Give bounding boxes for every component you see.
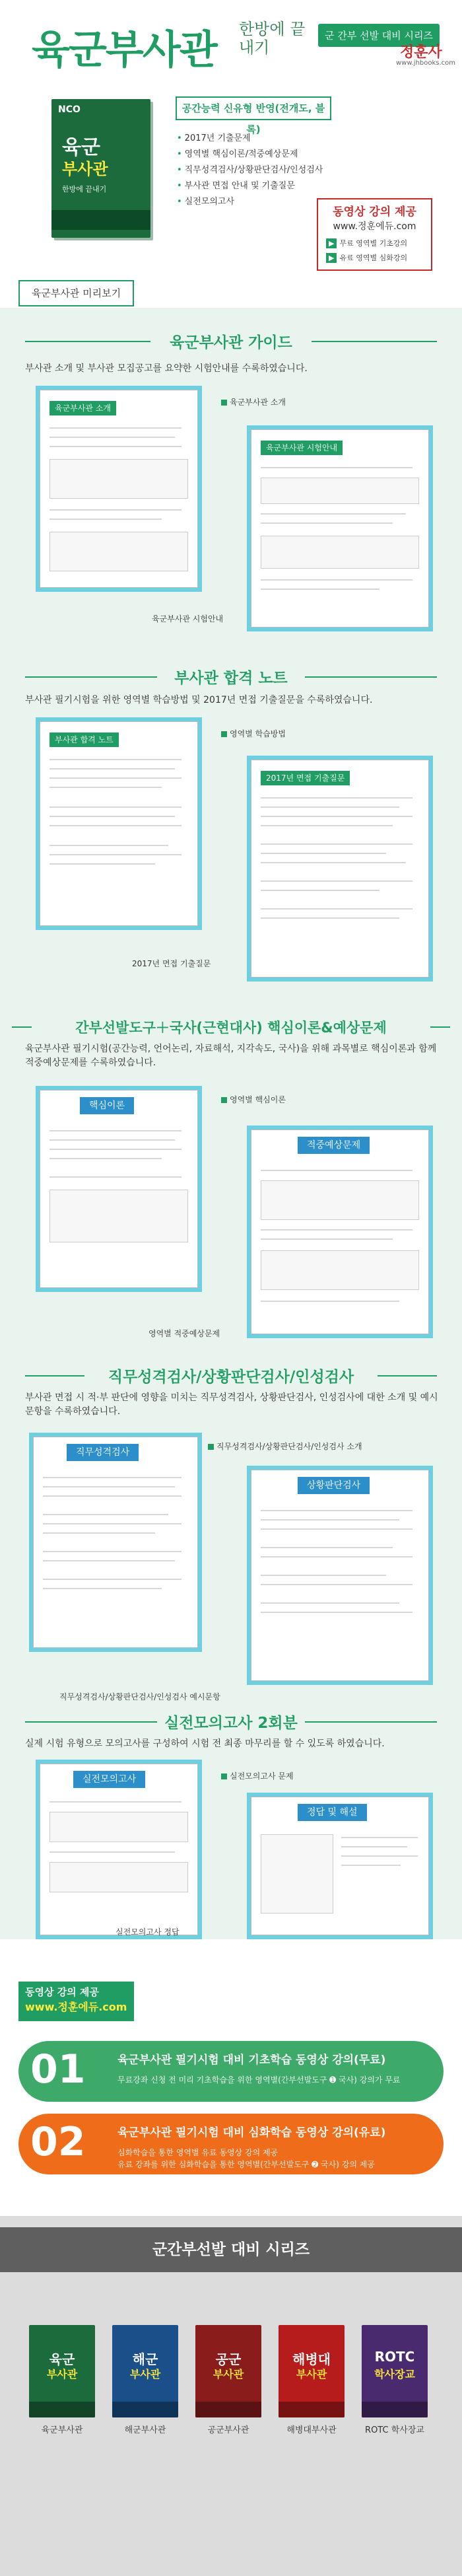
text-line <box>43 1495 182 1497</box>
series-book-band <box>195 2402 261 2417</box>
preview-page-left <box>33 1437 198 1648</box>
lecture-title: 육군부사관 필기시험 대비 심화학습 동영상 강의(유료) <box>117 2126 386 2139</box>
series-book-rotc[interactable] <box>362 2325 428 2417</box>
preview-page-left <box>40 721 198 926</box>
lecture-description: 심화학습을 통한 영역별 유료 동영상 강의 제공 유료 강좌를 위한 심화학습을 통한 영역별(간부선발도구 ➋ 국사) 강의 제공 <box>117 2148 375 2169</box>
text-line <box>261 853 386 854</box>
text-line <box>50 1130 182 1131</box>
text-line <box>50 446 182 447</box>
lecture-box-url[interactable]: www.정훈에듀.com <box>333 221 416 232</box>
text-line <box>261 816 412 817</box>
caption-top <box>221 1094 286 1105</box>
question-figure <box>50 1862 188 1892</box>
text-line <box>261 797 412 799</box>
lecture-tag-title: 동영상 강의 제공 <box>25 1986 99 1998</box>
text-line <box>50 1158 162 1159</box>
section-divider <box>25 676 157 678</box>
lecture-row-label: 무료 영역별 기초강의 <box>339 239 408 248</box>
content-table <box>50 1190 188 1242</box>
content-table <box>261 1180 419 1220</box>
text-line <box>50 1801 182 1803</box>
section-title: 실전모의고사 2회분 <box>164 1715 298 1732</box>
section-divider <box>305 1721 437 1723</box>
text-line <box>261 1547 393 1548</box>
series-book-kind: 부사관 <box>129 2368 161 2380</box>
text-line <box>261 513 406 515</box>
book-title-2: 부사관 <box>62 160 108 178</box>
section-title: 부사관 합격 노트 <box>174 670 288 687</box>
lecture-title: 육군부사관 필기시험 대비 기초학습 동영상 강의(무료) <box>117 2054 386 2067</box>
lecture-number: 02 <box>30 2119 86 2165</box>
text-line <box>50 1176 182 1178</box>
section-description: 부사관 소개 및 부사관 모집공고를 요약한 시험안내를 수록하였습니다. <box>25 363 308 374</box>
text-line <box>50 845 168 846</box>
caption-label: 실전모의고사 문제 <box>230 1771 294 1781</box>
preview-page-right <box>251 1797 429 1935</box>
caption-label: 영역별 적중예상문제 <box>148 1329 220 1338</box>
preview-page-header: 실전모의고사 <box>73 1771 145 1788</box>
text-line <box>341 1855 418 1857</box>
text-line <box>341 1865 401 1866</box>
lecture-row <box>326 252 407 263</box>
question-figure <box>50 1812 188 1842</box>
text-line <box>43 1560 175 1561</box>
play-icon: ▶ <box>326 253 337 263</box>
caption-marker <box>221 400 227 406</box>
text-line <box>50 806 182 808</box>
text-line <box>261 1229 412 1231</box>
caption-bottom <box>152 613 223 624</box>
text-line <box>50 816 175 817</box>
text-line <box>50 427 182 429</box>
feature-item: • 실전모의고사 <box>177 194 323 210</box>
text-line <box>43 1579 182 1580</box>
section-title: 직무성격검사/상황판단검사/인성검사 <box>108 1369 354 1386</box>
text-line <box>50 519 162 520</box>
text-line <box>50 777 182 779</box>
series-book-band <box>112 2402 178 2417</box>
lecture-item-paid[interactable] <box>18 2114 444 2174</box>
series-book-band <box>29 2402 95 2417</box>
text-line <box>50 759 182 760</box>
text-line <box>50 437 175 438</box>
caption-marker <box>221 731 227 737</box>
section-title: 육군부사관 가이드 <box>170 334 292 351</box>
preview-page-header: 적중예상문제 <box>298 1137 370 1154</box>
text-line <box>261 467 412 468</box>
section-divider <box>25 1721 157 1723</box>
caption-marker <box>208 1444 214 1450</box>
section-divider <box>378 1375 437 1377</box>
text-line <box>43 1477 182 1478</box>
content-box <box>50 459 188 499</box>
text-line <box>341 1837 418 1838</box>
publisher-logo: 정훈사 <box>400 44 442 61</box>
section-description: 부사관 필기시험을 위한 영역별 학습방법 및 2017년 면접 기출질문을 수록하였습니다. <box>25 695 373 705</box>
text-line <box>261 917 399 919</box>
caption-marker <box>221 1773 227 1779</box>
preview-page-header: 직무성격검사 <box>67 1444 139 1461</box>
text-line <box>261 1556 412 1557</box>
series-book-band <box>279 2402 345 2417</box>
section-description: 육군부사관 필기시험(공간능력, 언어논리, 자료해석, 지각속도, 국사)을 위해 과목별로 핵심이론과 함께 적중예상문제를 수록하였습니다. <box>25 1044 437 1068</box>
series-book-navy[interactable] <box>112 2325 178 2417</box>
text-line <box>43 1588 162 1589</box>
text-line <box>261 1528 412 1530</box>
section-divider <box>312 341 437 342</box>
text-line <box>50 1139 175 1141</box>
text-line <box>43 1551 182 1552</box>
preview-page-right <box>251 1129 429 1334</box>
text-line <box>261 1301 399 1302</box>
lecture-item-free[interactable] <box>18 2041 444 2102</box>
series-book-kind: 학사장교 <box>374 2368 415 2380</box>
series-book-band <box>362 2402 428 2417</box>
text-line <box>261 522 393 524</box>
text-line <box>261 1519 399 1521</box>
preview-page-header: 육군부사관 시험안내 <box>261 441 343 455</box>
text-line <box>50 787 162 788</box>
section-divider <box>305 676 437 678</box>
text-line <box>261 843 412 845</box>
text-line <box>261 1575 386 1576</box>
preview-page-left <box>40 1090 198 1288</box>
caption-bottom <box>116 1926 180 1937</box>
caption-label: 직무성격검사/상황판단검사/인성검사 소개 <box>216 1442 362 1451</box>
lecture-tag[interactable] <box>18 1982 134 2021</box>
text-line <box>50 863 155 865</box>
text-line <box>261 825 393 826</box>
preview-page-header: 상황판단검사 <box>298 1477 370 1494</box>
series-book-kind: 부사관 <box>46 2368 78 2380</box>
text-line <box>261 1238 393 1240</box>
preview-page-right <box>251 760 429 978</box>
series-label: 육군부사관 <box>41 2425 83 2435</box>
feature-list <box>177 131 323 210</box>
book-footer-band <box>51 210 150 230</box>
series-book-marine[interactable] <box>279 2325 345 2417</box>
preview-page-header: 정답 및 해설 <box>298 1804 367 1821</box>
caption-label: 영역별 학습방법 <box>230 729 286 738</box>
section-divider <box>25 1375 84 1377</box>
series-book-title: 육군 <box>49 2351 75 2367</box>
hero-title: 육군부사관 <box>32 27 216 73</box>
section-description: 부사관 면접 시 적·부 판단에 영향을 미치는 직무성격검사, 상황판단검사, 인성검사에 대한 소개 및 예시문항을 수록하였습니다. <box>25 1392 438 1417</box>
preview-page-header: 핵심이론 <box>80 1097 134 1114</box>
content-table <box>261 1250 419 1290</box>
text-line <box>261 1602 399 1604</box>
section-divider <box>12 1026 32 1028</box>
text-line <box>50 1149 182 1150</box>
preview-page-right <box>251 1470 429 1681</box>
series-book-army[interactable] <box>29 2325 95 2417</box>
content-table <box>261 536 419 569</box>
text-line <box>261 890 380 891</box>
book-brand: NCO <box>58 104 81 115</box>
text-line <box>261 1510 412 1511</box>
text-line <box>261 1170 412 1171</box>
section-divider <box>25 341 150 342</box>
answer-figure <box>261 1834 333 1914</box>
text-line <box>50 509 182 511</box>
section-title: 간부선발도구＋국사(근현대사) 핵심이론&예상문제 <box>75 1020 387 1036</box>
text-line <box>261 579 412 581</box>
series-label: 해병대부사관 <box>286 2425 337 2435</box>
lecture-row <box>326 238 407 248</box>
book-cover <box>51 99 150 238</box>
caption-bottom <box>148 1328 220 1339</box>
series-book-title: 공군 <box>215 2351 242 2367</box>
lecture-tag-url[interactable]: www.정훈에듀.com <box>25 2001 127 2013</box>
text-line <box>50 1851 175 1853</box>
text-line <box>261 908 412 910</box>
preview-page-left <box>40 1764 198 1935</box>
caption-label: 육군부사관 소개 <box>230 398 286 407</box>
feature-item: • 영역별 핵심이론/적중예상문제 <box>177 147 323 162</box>
content-table <box>50 532 188 571</box>
lecture-box[interactable] <box>317 198 432 271</box>
text-line <box>261 880 412 882</box>
preview-page-header: 부사관 합격 노트 <box>50 733 119 747</box>
book-subtitle: 한방에 끝내기 <box>62 185 107 194</box>
text-line <box>50 825 182 826</box>
content-table <box>261 478 419 504</box>
caption-label: 영역별 핵심이론 <box>230 1095 286 1104</box>
series-badge: 군 간부 선발 대비 시리즈 <box>318 24 440 47</box>
text-line <box>43 1523 182 1524</box>
series-label: ROTC 학사장교 <box>365 2425 424 2435</box>
caption-label: 직무성격검사/상황판단검사/인성검사 예시문항 <box>59 1692 220 1701</box>
caption-top <box>208 1441 362 1452</box>
text-line <box>50 854 182 855</box>
caption-bottom <box>132 958 211 969</box>
series-label: 공군부사관 <box>207 2425 249 2435</box>
caption-label: 2017년 면접 기출질문 <box>132 959 211 968</box>
play-icon: ▶ <box>326 238 337 248</box>
caption-label: 실전모의고사 정답 <box>116 1927 180 1937</box>
hero-highlight: 공간능력 신유형 반영(전개도, 블록) <box>176 96 331 120</box>
publisher-url: www.jhbooks.com <box>396 59 456 67</box>
intro-tab[interactable]: 육군부사관 미리보기 <box>18 280 134 306</box>
series-book-kind: 부사관 <box>296 2368 327 2380</box>
preview-page-left <box>40 390 198 588</box>
text-line <box>341 1846 407 1847</box>
hero-subtitle: 한방에 끝내기 <box>239 20 306 57</box>
series-book-kind: 부사관 <box>213 2368 244 2380</box>
text-line <box>50 768 175 769</box>
text-line <box>261 806 399 808</box>
caption-marker <box>221 1097 227 1103</box>
text-line <box>43 1532 155 1534</box>
hero <box>0 0 462 264</box>
feature-item: • 2017년 기출문제 <box>177 131 323 147</box>
section-divider <box>430 1026 450 1028</box>
caption-top <box>221 1770 294 1781</box>
text-line <box>43 1514 168 1515</box>
text-line <box>43 1486 175 1487</box>
preview-page-header: 2017년 면접 기출질문 <box>261 771 350 785</box>
series-label: 해군부사관 <box>124 2425 166 2435</box>
lecture-description: 무료강좌 신청 전 미리 기초학습을 위한 영역별(간부선발도구 ➊ 국사) 강의가 무료 <box>117 2075 401 2085</box>
lecture-row-label: 유료 영역별 심화강의 <box>339 254 408 262</box>
series-book-title: 해병대 <box>292 2351 331 2367</box>
text-line <box>261 862 406 863</box>
series-title: 군간부선발 대비 시리즈 <box>0 2227 462 2272</box>
book-title: 육군 <box>62 136 100 159</box>
preview-page-header: 육군부사관 소개 <box>50 401 116 415</box>
series-book-title: ROTC <box>374 2349 415 2365</box>
text-line <box>261 1584 412 1585</box>
series-book-title: 해군 <box>132 2351 158 2367</box>
caption-bottom <box>59 1691 220 1702</box>
caption-label: 육군부사관 시험안내 <box>152 614 224 624</box>
feature-item: • 직무성격검사/상황판단검사/인성검사 <box>177 162 323 178</box>
text-line <box>261 589 380 590</box>
caption-top <box>221 396 286 408</box>
text-line <box>261 1612 412 1613</box>
caption-top <box>221 728 286 739</box>
section-description: 실제 시험 유형으로 모의고사를 구성하여 시험 전 최종 마무리를 할 수 있도록 하였습니다. <box>25 1738 385 1749</box>
series-book-airforce[interactable] <box>195 2325 261 2417</box>
feature-item: • 부사관 면접 안내 및 기출질문 <box>177 178 323 194</box>
lecture-number: 01 <box>30 2046 86 2093</box>
lecture-box-title: 동영상 강의 제공 <box>333 205 416 219</box>
preview-page-right <box>251 429 429 627</box>
